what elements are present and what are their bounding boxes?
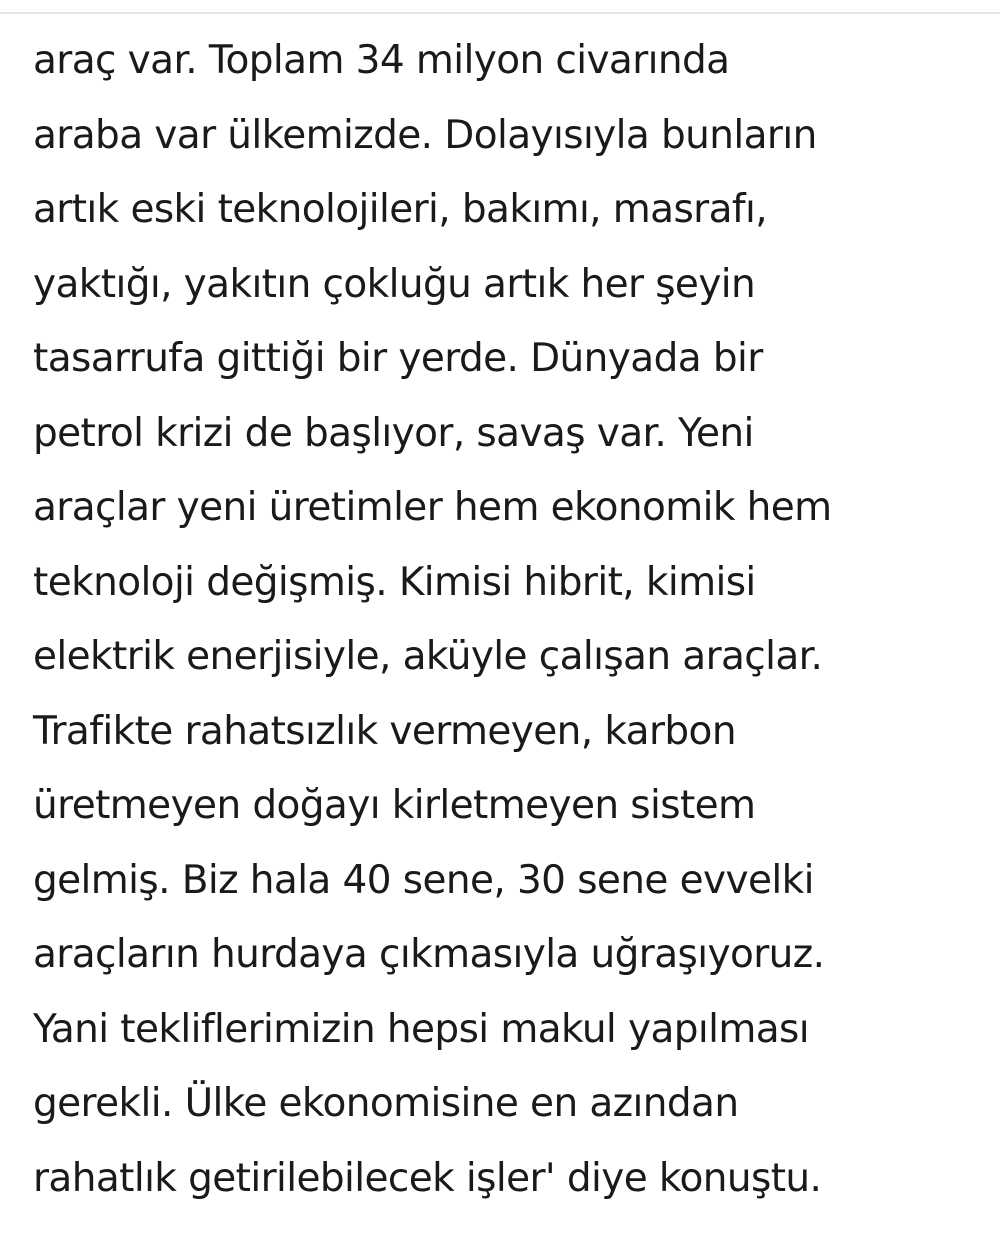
article-line: tasarrufa gittiği bir yerde. Dünyada bir [33,336,763,381]
top-divider [0,12,1000,14]
article-line: araçların hurdaya çıkmasıyla uğraşıyoruz. [33,932,825,977]
article-line: araç var. Toplam 34 milyon civarında [33,38,730,83]
article-line: rahatlık getirilebilecek işler' diye konuştu. [33,1155,822,1201]
article-body [33,24,983,1216]
article-line: gelmiş. Biz hala 40 sene, 30 sene evvelki [33,857,814,903]
article-line: araçlar yeni üretimler hem ekonomik hem [33,485,832,530]
article-line: teknoloji değişmiş. Kimisi hibrit, kimisi [33,559,756,605]
article-line: yaktığı, yakıtın çokluğu artık her şeyin [33,261,756,307]
article-line: artık eski teknolojileri, bakımı, masrafı, [33,187,768,232]
article-line: Yani tekliflerimizin hepsi makul yapılması [33,1006,810,1052]
article-line: üretmeyen doğayı kirletmeyen sistem [33,783,756,828]
article-line: petrol krizi de başlıyor, savaş var. Yeni [33,410,754,456]
article-line: Trafikte rahatsızlık vermeyen, karbon [33,708,736,754]
article-line: araba var ülkemizde. Dolayısıyla bunların [33,112,817,158]
article-line: gerekli. Ülke ekonomisine en azından [33,1081,739,1126]
article-line: elektrik enerjisiyle, aküyle çalışan araçlar. [33,634,823,679]
